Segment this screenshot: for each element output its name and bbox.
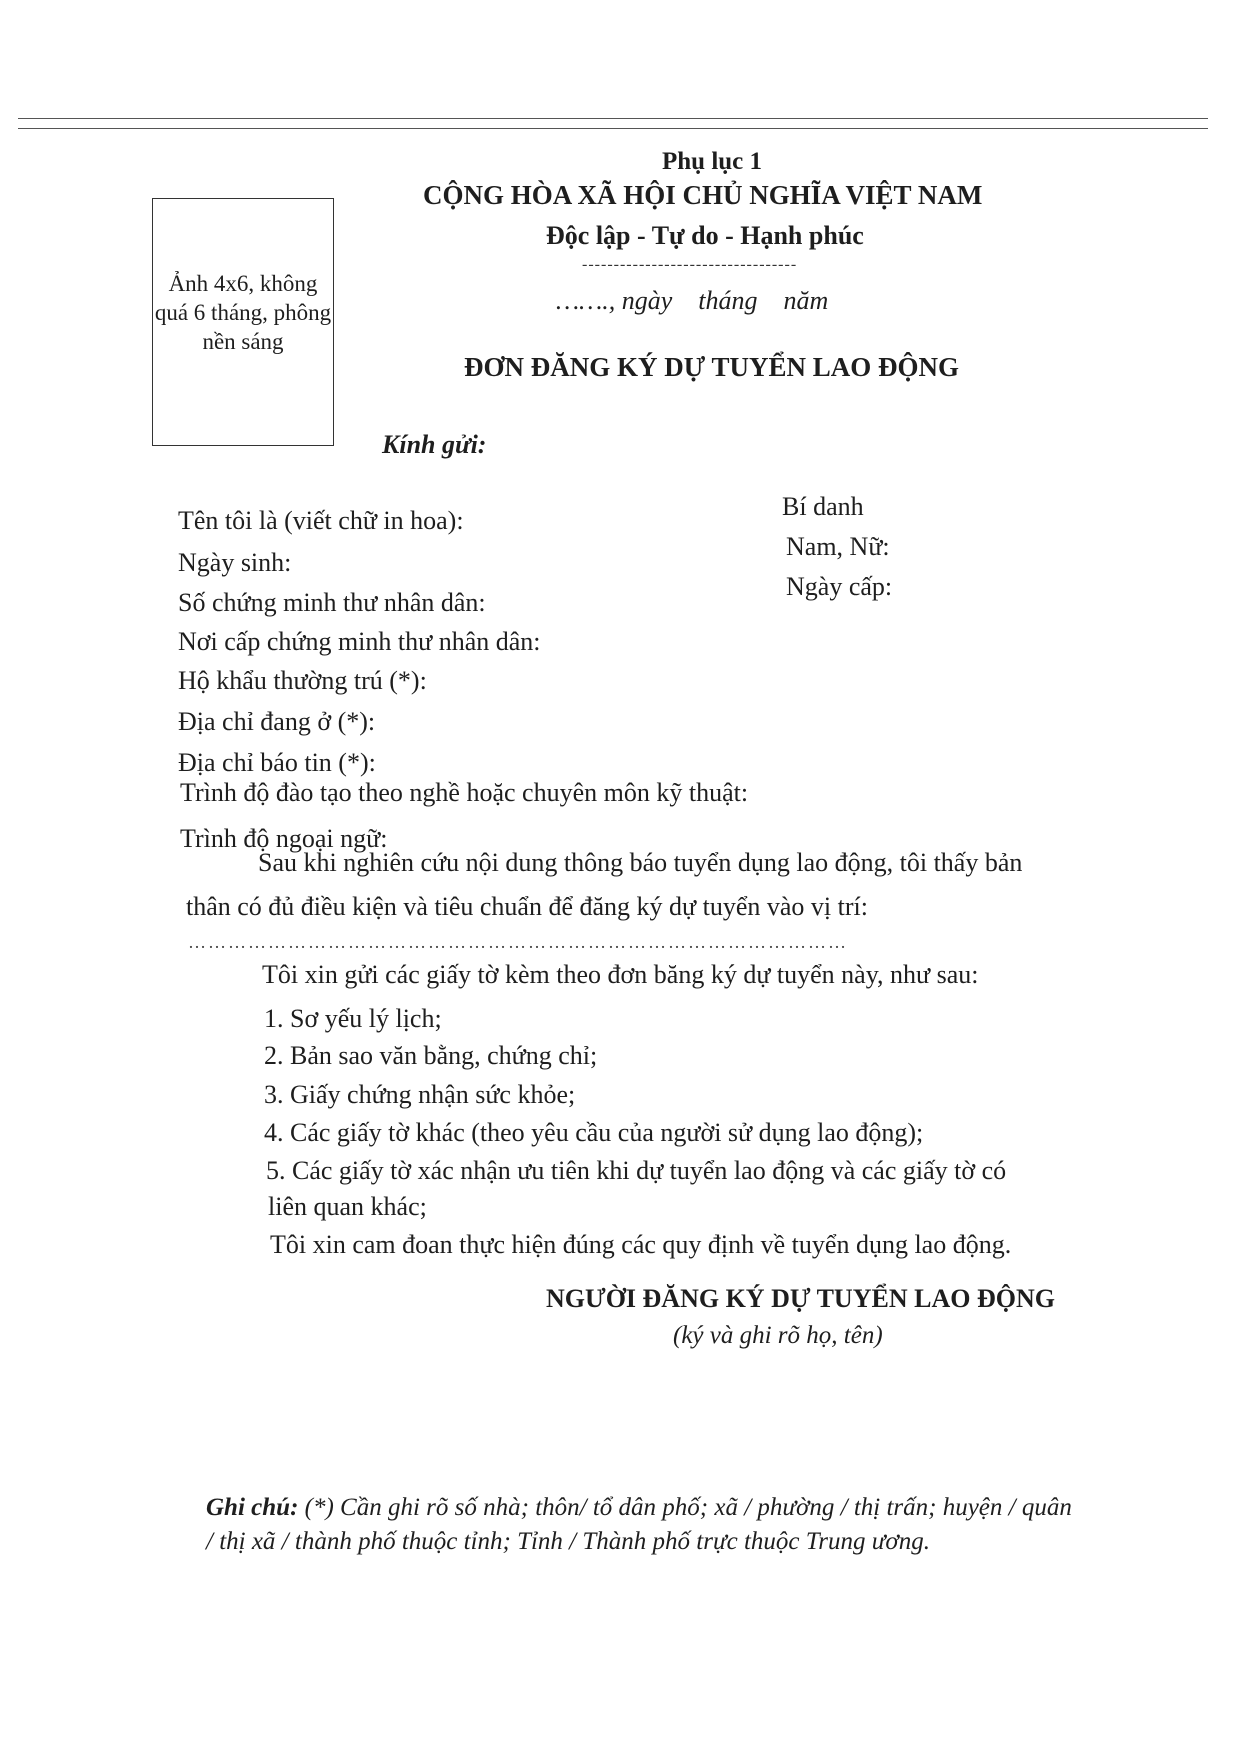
footnote-text-1: (*) Cần ghi rõ số nhà; thôn/ tổ dân phố; xã / phường / thị trấn; huyện / quân	[304, 1494, 1072, 1521]
field-gender: Nam, Nữ:	[786, 532, 890, 561]
field-id-number: Số chứng minh thư nhân dân:	[178, 588, 486, 617]
motto-separator: ----------------------------------	[582, 256, 798, 273]
signature-hint: (ký và ghi rõ họ, tên)	[673, 1322, 883, 1349]
field-alias: Bí danh	[782, 492, 864, 521]
attachments-intro: Tôi xin gửi các giấy tờ kèm theo đơn băng ký dự tuyển này, như sau:	[262, 960, 979, 989]
commitment-statement: Tôi xin cam đoan thực hiện đúng các quy định về tuyển dụng lao động.	[270, 1230, 1012, 1259]
addressee-label: Kính gửi:	[382, 430, 487, 459]
photo-instructions: Ảnh 4x6, không quá 6 tháng, phông nền sáng	[154, 271, 332, 354]
footnote-line-2: / thị xã / thành phố thuộc tỉnh; Tỉnh / Thành phố trực thuộc Trung ương.	[206, 1528, 930, 1555]
signature-title: NGƯỜI ĐĂNG KÝ DỰ TUYỂN LAO ĐỘNG	[546, 1284, 1055, 1313]
date-line: ……., ngày tháng năm	[556, 286, 829, 315]
field-issue-date: Ngày cấp:	[786, 572, 893, 601]
field-full-name: Tên tôi là (viết chữ in hoa):	[178, 506, 464, 535]
form-title: ĐƠN ĐĂNG KÝ DỰ TUYỂN LAO ĐỘNG	[464, 352, 960, 382]
attachment-item: 4. Các giấy tờ khác (theo yêu cầu của người sử dụng lao động);	[264, 1118, 924, 1147]
field-vocational-level: Trình độ đào tạo theo nghề hoặc chuyên môn kỹ thuật:	[180, 778, 749, 807]
country-name: CỘNG HÒA XÃ HỘI CHỦ NGHĨA VIỆT NAM	[423, 180, 983, 210]
field-current-address: Địa chỉ đang ở (*):	[178, 707, 376, 736]
top-rule	[18, 118, 1208, 119]
top-rule-secondary	[18, 128, 1208, 129]
attachment-item: 2. Bản sao văn bằng, chứng chỉ;	[264, 1041, 598, 1070]
field-id-issue-place: Nơi cấp chứng minh thư nhân dân:	[178, 627, 541, 656]
field-permanent-residence: Hộ khẩu thường trú (*):	[178, 666, 427, 695]
field-contact-address: Địa chỉ báo tin (*):	[178, 748, 376, 777]
position-dotted-line: ………………………………………………………………………………………	[188, 932, 848, 952]
photo-placeholder-box	[152, 198, 334, 446]
attachment-item: liên quan khác;	[268, 1192, 427, 1221]
footnote-line-1: Ghi chú: (*) Cần ghi rõ số nhà; thôn/ tổ dân phố; xã / phường / thị trấn; huyện / quân	[206, 1494, 1072, 1521]
footnote-label: Ghi chú	[206, 1494, 291, 1521]
attachment-item: 5. Các giấy tờ xác nhận ưu tiên khi dự tuyển lao động và các giấy tờ có	[266, 1156, 1007, 1185]
appendix-label: Phụ lục 1	[662, 148, 763, 175]
statement-line-2: thân có đủ điều kiện và tiêu chuẩn để đăng ký dự tuyển vào vị trí:	[186, 892, 868, 921]
statement-line-1: Sau khi nghiên cứu nội dung thông báo tuyển dụng lao động, tôi thấy bản	[258, 848, 1023, 877]
attachment-item: 3. Giấy chứng nhận sức khỏe;	[264, 1080, 576, 1109]
national-motto: Độc lập - Tự do - Hạnh phúc	[546, 221, 864, 250]
field-foreign-language: Trình độ ngoại ngữ:	[180, 824, 388, 853]
field-birth-date: Ngày sinh:	[178, 548, 292, 577]
attachment-item: 1. Sơ yếu lý lịch;	[264, 1004, 442, 1033]
